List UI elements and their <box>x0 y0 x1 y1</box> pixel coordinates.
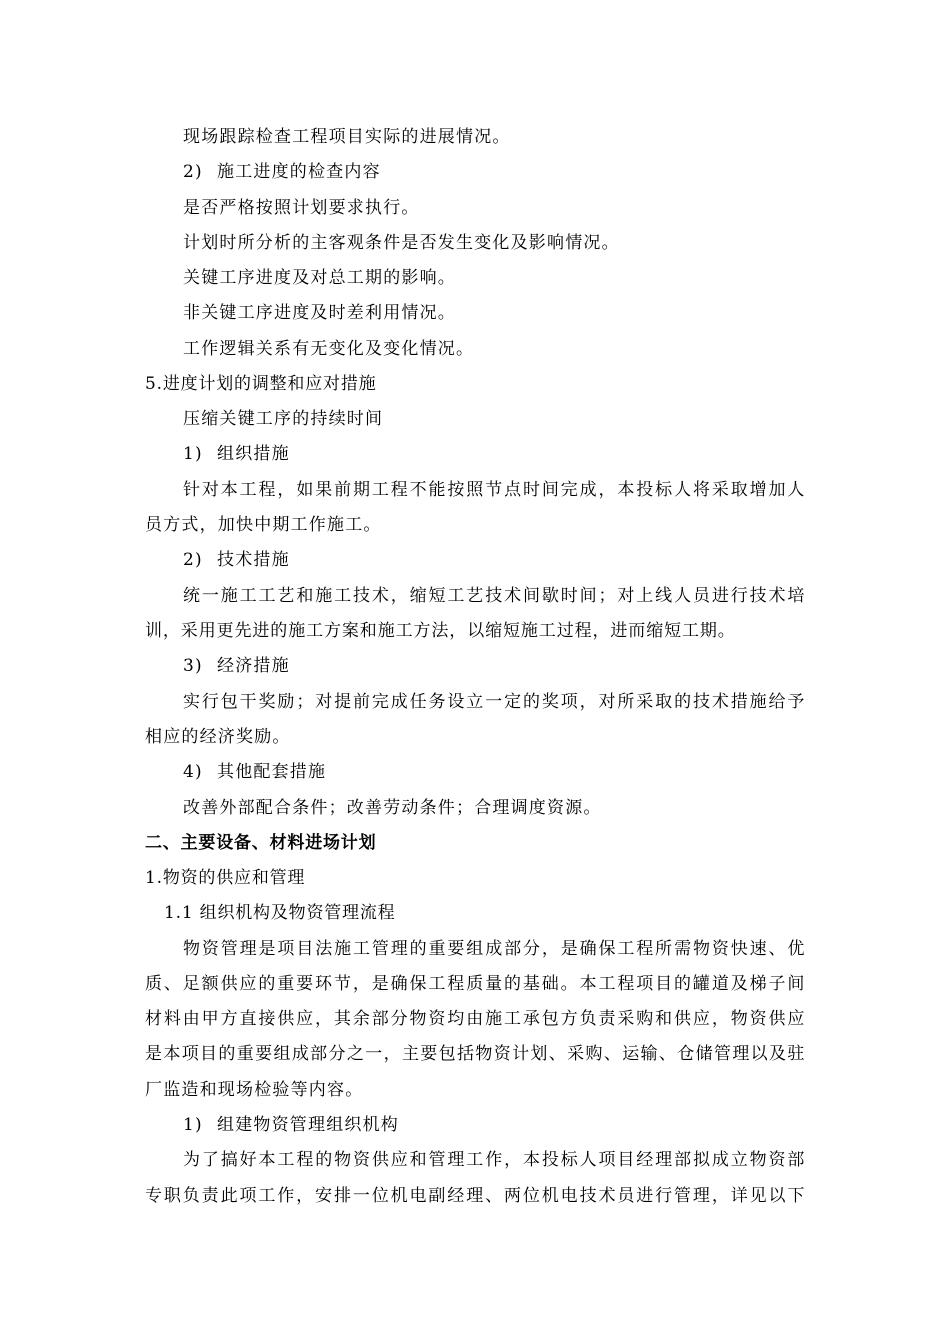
list-heading <box>183 1114 399 1136</box>
paragraph-line: 训，采用更先进的施工方案和施工方法，以缩短施工过程，进而缩短工期。 <box>145 621 736 641</box>
section-heading: 5.进度计划的调整和应对措施 <box>145 374 377 394</box>
paragraph-line: 针对本工程，如果前期工程不能按照节点时间完成，本投标人将采取增加人 <box>183 480 805 500</box>
paragraph-line: 工作逻辑关系有无变化及变化情况。 <box>183 339 475 359</box>
paragraph-line: 非关键工序进度及时差利用情况。 <box>183 303 456 323</box>
paragraph-line: 现场跟踪检查工程项目实际的进展情况。 <box>183 127 511 147</box>
paragraph-line: 为了搞好本工程的物资供应和管理工作，本投标人项目经理部拟成立物资部 <box>183 1150 805 1170</box>
list-marker: 2) <box>183 162 203 182</box>
paragraph-line: 关键工序进度及对总工期的影响。 <box>183 268 456 288</box>
list-marker: 4) <box>183 762 203 782</box>
paragraph-line: 实行包干奖励；对提前完成任务设立一定的奖项，对所采取的技术措施给予 <box>183 692 805 712</box>
list-heading-text: 技术措施 <box>217 550 290 570</box>
list-heading-text: 其他配套措施 <box>217 762 327 782</box>
list-heading-text: 施工进度的检查内容 <box>217 162 381 182</box>
paragraph-line: 是本项目的重要组成部分之一，主要包括物资计划、采购、运输、仓储管理以及驻 <box>145 1044 805 1064</box>
list-heading-text: 经济措施 <box>217 656 290 676</box>
paragraph-line: 统一施工工艺和施工技术，缩短工艺技术间歇时间；对上线人员进行技术培 <box>183 586 805 606</box>
paragraph-line: 专职负责此项工作，安排一位机电副经理、两位机电技术员进行管理，详见以下 <box>145 1186 805 1206</box>
list-heading <box>183 549 290 571</box>
paragraph-line: 计划时所分析的主客观条件是否发生变化及影响情况。 <box>183 233 620 253</box>
paragraph-line: 员方式，加快中期工作施工。 <box>145 515 382 535</box>
chapter-heading: 二、主要设备、材料进场计划 <box>145 833 377 853</box>
paragraph-line: 物资管理是项目法施工管理的重要组成部分，是确保工程所需物资快速、优 <box>183 939 805 959</box>
list-marker: 3) <box>183 656 203 676</box>
list-heading <box>183 761 326 783</box>
paragraph-line: 相应的经济奖励。 <box>145 727 291 747</box>
paragraph-line: 是否严格按照计划要求执行。 <box>183 198 420 218</box>
list-heading <box>183 655 290 677</box>
list-heading-text: 组建物资管理组织机构 <box>217 1115 399 1135</box>
paragraph-line: 质、足额供应的重要环节，是确保工程质量的基础。本工程项目的罐道及梯子间 <box>145 974 805 994</box>
list-heading-text: 组织措施 <box>217 444 290 464</box>
paragraph-line: 材料由甲方直接供应，其余部分物资均由施工承包方负责采购和供应，物资供应 <box>145 1009 805 1029</box>
subsection-heading: 1.1 组织机构及物资管理流程 <box>164 903 396 923</box>
list-heading <box>183 443 290 465</box>
list-marker: 1) <box>183 444 203 464</box>
list-marker: 2) <box>183 550 203 570</box>
paragraph-line: 压缩关键工序的持续时间 <box>183 409 384 429</box>
paragraph-line: 改善外部配合条件；改善劳动条件；合理调度资源。 <box>183 798 602 818</box>
list-heading <box>183 161 381 183</box>
paragraph-line: 厂监造和现场检验等内容。 <box>145 1080 364 1100</box>
list-marker: 1) <box>183 1115 203 1135</box>
section-heading: 1.物资的供应和管理 <box>145 868 306 888</box>
